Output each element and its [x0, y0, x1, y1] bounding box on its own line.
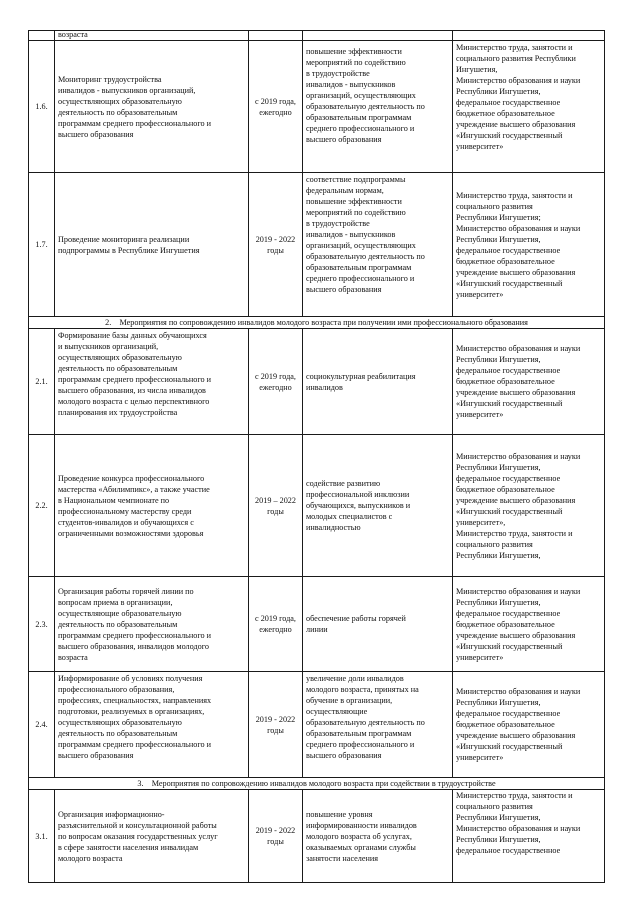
row-number: 2.2. — [35, 501, 48, 510]
row-executors: Министерство труда, занятости и социального развития Республики Ингушетия, Министерство образования и науки Республики Ингушетия, федеральное государственное бюджетное образовательное учреждение высшего образования «Ингушский государственный университет» — [456, 43, 581, 151]
section-header — [30, 317, 603, 328]
row-executors: Министерство труда, занятости и социального развития Республики Ингушетия; Министерство образования и науки Республики Ингушетия, федеральное государственное бюджетное образовательное учреждение высшего образования «Ингушский государственный университет» — [456, 190, 581, 299]
continuation-text: возраста — [58, 30, 88, 39]
grid-line — [302, 328, 303, 777]
grid-line — [54, 328, 55, 777]
section-title: Мероприятия по сопровождению инвалидов молодого возраста при получении ими профессионального образования — [119, 318, 528, 327]
row-result: содействие развитию профессиональной инклюзии обучающихся, выпускников и молодых специалистов с инвалидностью — [306, 479, 411, 532]
section-title: Мероприятия по сопровождению инвалидов молодого возраста при содействии в трудоустройстве — [151, 779, 496, 788]
section-number: 3. — [137, 779, 144, 788]
row-activity: Формирование базы данных обучающихся и выпускников организаций, осуществляющих образовательную деятельность по образовательным программам среднего профессионального и высшего образования, из числа инвалидов молодого возраста с целью перспективного планирования их трудоустройства — [58, 331, 212, 417]
row-number: 3.1. — [35, 831, 48, 841]
row-activity: Организация информационно- разъяснительной и консультационной работы по вопросам оказания государственных услуг в сфере занятости населения инвалидам молодого возраста — [58, 809, 218, 863]
row-term: с 2019 года, ежегодно — [255, 614, 296, 634]
row-result: повышение уровня информированности инвалидов молодого возраста об услугах, оказываемых органами службы занятости населения — [306, 809, 417, 863]
grid-line — [452, 328, 453, 777]
section-number: 2. — [105, 318, 112, 327]
grid-line — [452, 789, 453, 882]
row-number: 2.4. — [35, 720, 48, 729]
row-number: 2.3. — [35, 619, 48, 629]
row-number: 1.6. — [35, 102, 48, 111]
row-executors: Министерство образования и науки Республики Ингушетия, федеральное государственное бюджетное образовательное учреждение высшего образования «Ингушский государственный университет», Министерство труда, занятости и социального развития Республики Ингушетия, — [456, 451, 581, 560]
row-executors: Министерство образования и науки Республики Ингушетия, федеральное государственное бюджетное образовательное учреждение высшего образования «Ингушский государственный университет» — [456, 586, 581, 662]
row-term: с 2019 года, ежегодно — [255, 371, 296, 392]
row-executors: Министерство труда, занятости и социального развития Республики Ингушетия, Министерство образования и науки Республики Ингушетия, федеральное государственное — [456, 791, 581, 855]
grid-line — [28, 882, 605, 883]
row-activity: Организация работы горячей линии по вопросам приема в организации, осуществляющие образовательную деятельность по образовательным программам среднего профессионального и высшего образования, инвалидов молодого возраста — [58, 586, 212, 662]
row-number: 2.1. — [35, 377, 48, 386]
grid-line — [302, 30, 303, 316]
row-result: социокультурная реабилитация инвалидов — [306, 371, 416, 392]
grid-line — [54, 30, 55, 316]
grid-line — [452, 30, 453, 316]
row-executors: Министерство образования и науки Республики Ингушетия, федеральное государственное бюджетное образовательное учреждение высшего образования «Ингушский государственный университет» — [456, 687, 581, 762]
grid-line — [302, 789, 303, 882]
grid-line — [54, 789, 55, 882]
row-term: с 2019 года, ежегодно — [255, 96, 296, 117]
row-term: 2019 - 2022 годы — [255, 826, 296, 846]
row-term: 2019 - 2022 годы — [255, 714, 296, 735]
row-result: повышение эффективности мероприятий по содействию в трудоустройстве инвалидов - выпускников организаций, осуществляющих образовательную деятельность по образовательным программам среднего профессионального и высшего образования — [306, 47, 425, 144]
row-term: 2019 - 2022 годы — [255, 234, 296, 255]
row-activity: Проведение конкурса профессионального мастерства «Абилимпикс», а также участие в Национальном чемпионате по профессиональному мастерству среди студентов-инвалидов и обучающихся с ограниченными возможностями здоровья — [58, 473, 210, 538]
section-header — [30, 778, 603, 789]
row-result: обеспечение работы горячей линии — [306, 614, 406, 634]
row-activity: Проведение мониторинга реализации подпрограммы в Республике Ингушетия — [58, 234, 200, 255]
row-result: увеличение доли инвалидов молодого возраста, принятых на обучение в организации, осуществляющие образовательную деятельность по образовательным программам среднего профессионального и высшего образования — [306, 674, 425, 760]
row-number: 1.7. — [35, 240, 48, 249]
row-activity: Мониторинг трудоустройства инвалидов - выпускников организаций, осуществляющих образовательную деятельность по образовательным программам среднего профессионального и высшего образования — [58, 74, 212, 139]
row-executors: Министерство образования и науки Республики Ингушетия, федеральное государственное бюджетное образовательное учреждение высшего образования «Ингушский государственный университет» — [456, 344, 581, 419]
row-result: соответствие подпрограммы федеральным нормам, повышение эффективности мероприятий по содействию в трудоустройстве инвалидов - выпускников организаций, осуществляющих образовательную деятельность по образовательным программам среднего профессионального и высшего образования — [306, 175, 425, 294]
row-term: 2019 – 2022 годы — [255, 495, 296, 516]
grid-line — [604, 30, 605, 882]
row-activity: Информирование об условиях получения профессионального образования, профессиях, специальностях, направлениях подготовки, реализуемых в организациях, осуществляющих образовательную деятельность по образовательным программам среднего профессионального и высшего образования — [58, 674, 212, 760]
